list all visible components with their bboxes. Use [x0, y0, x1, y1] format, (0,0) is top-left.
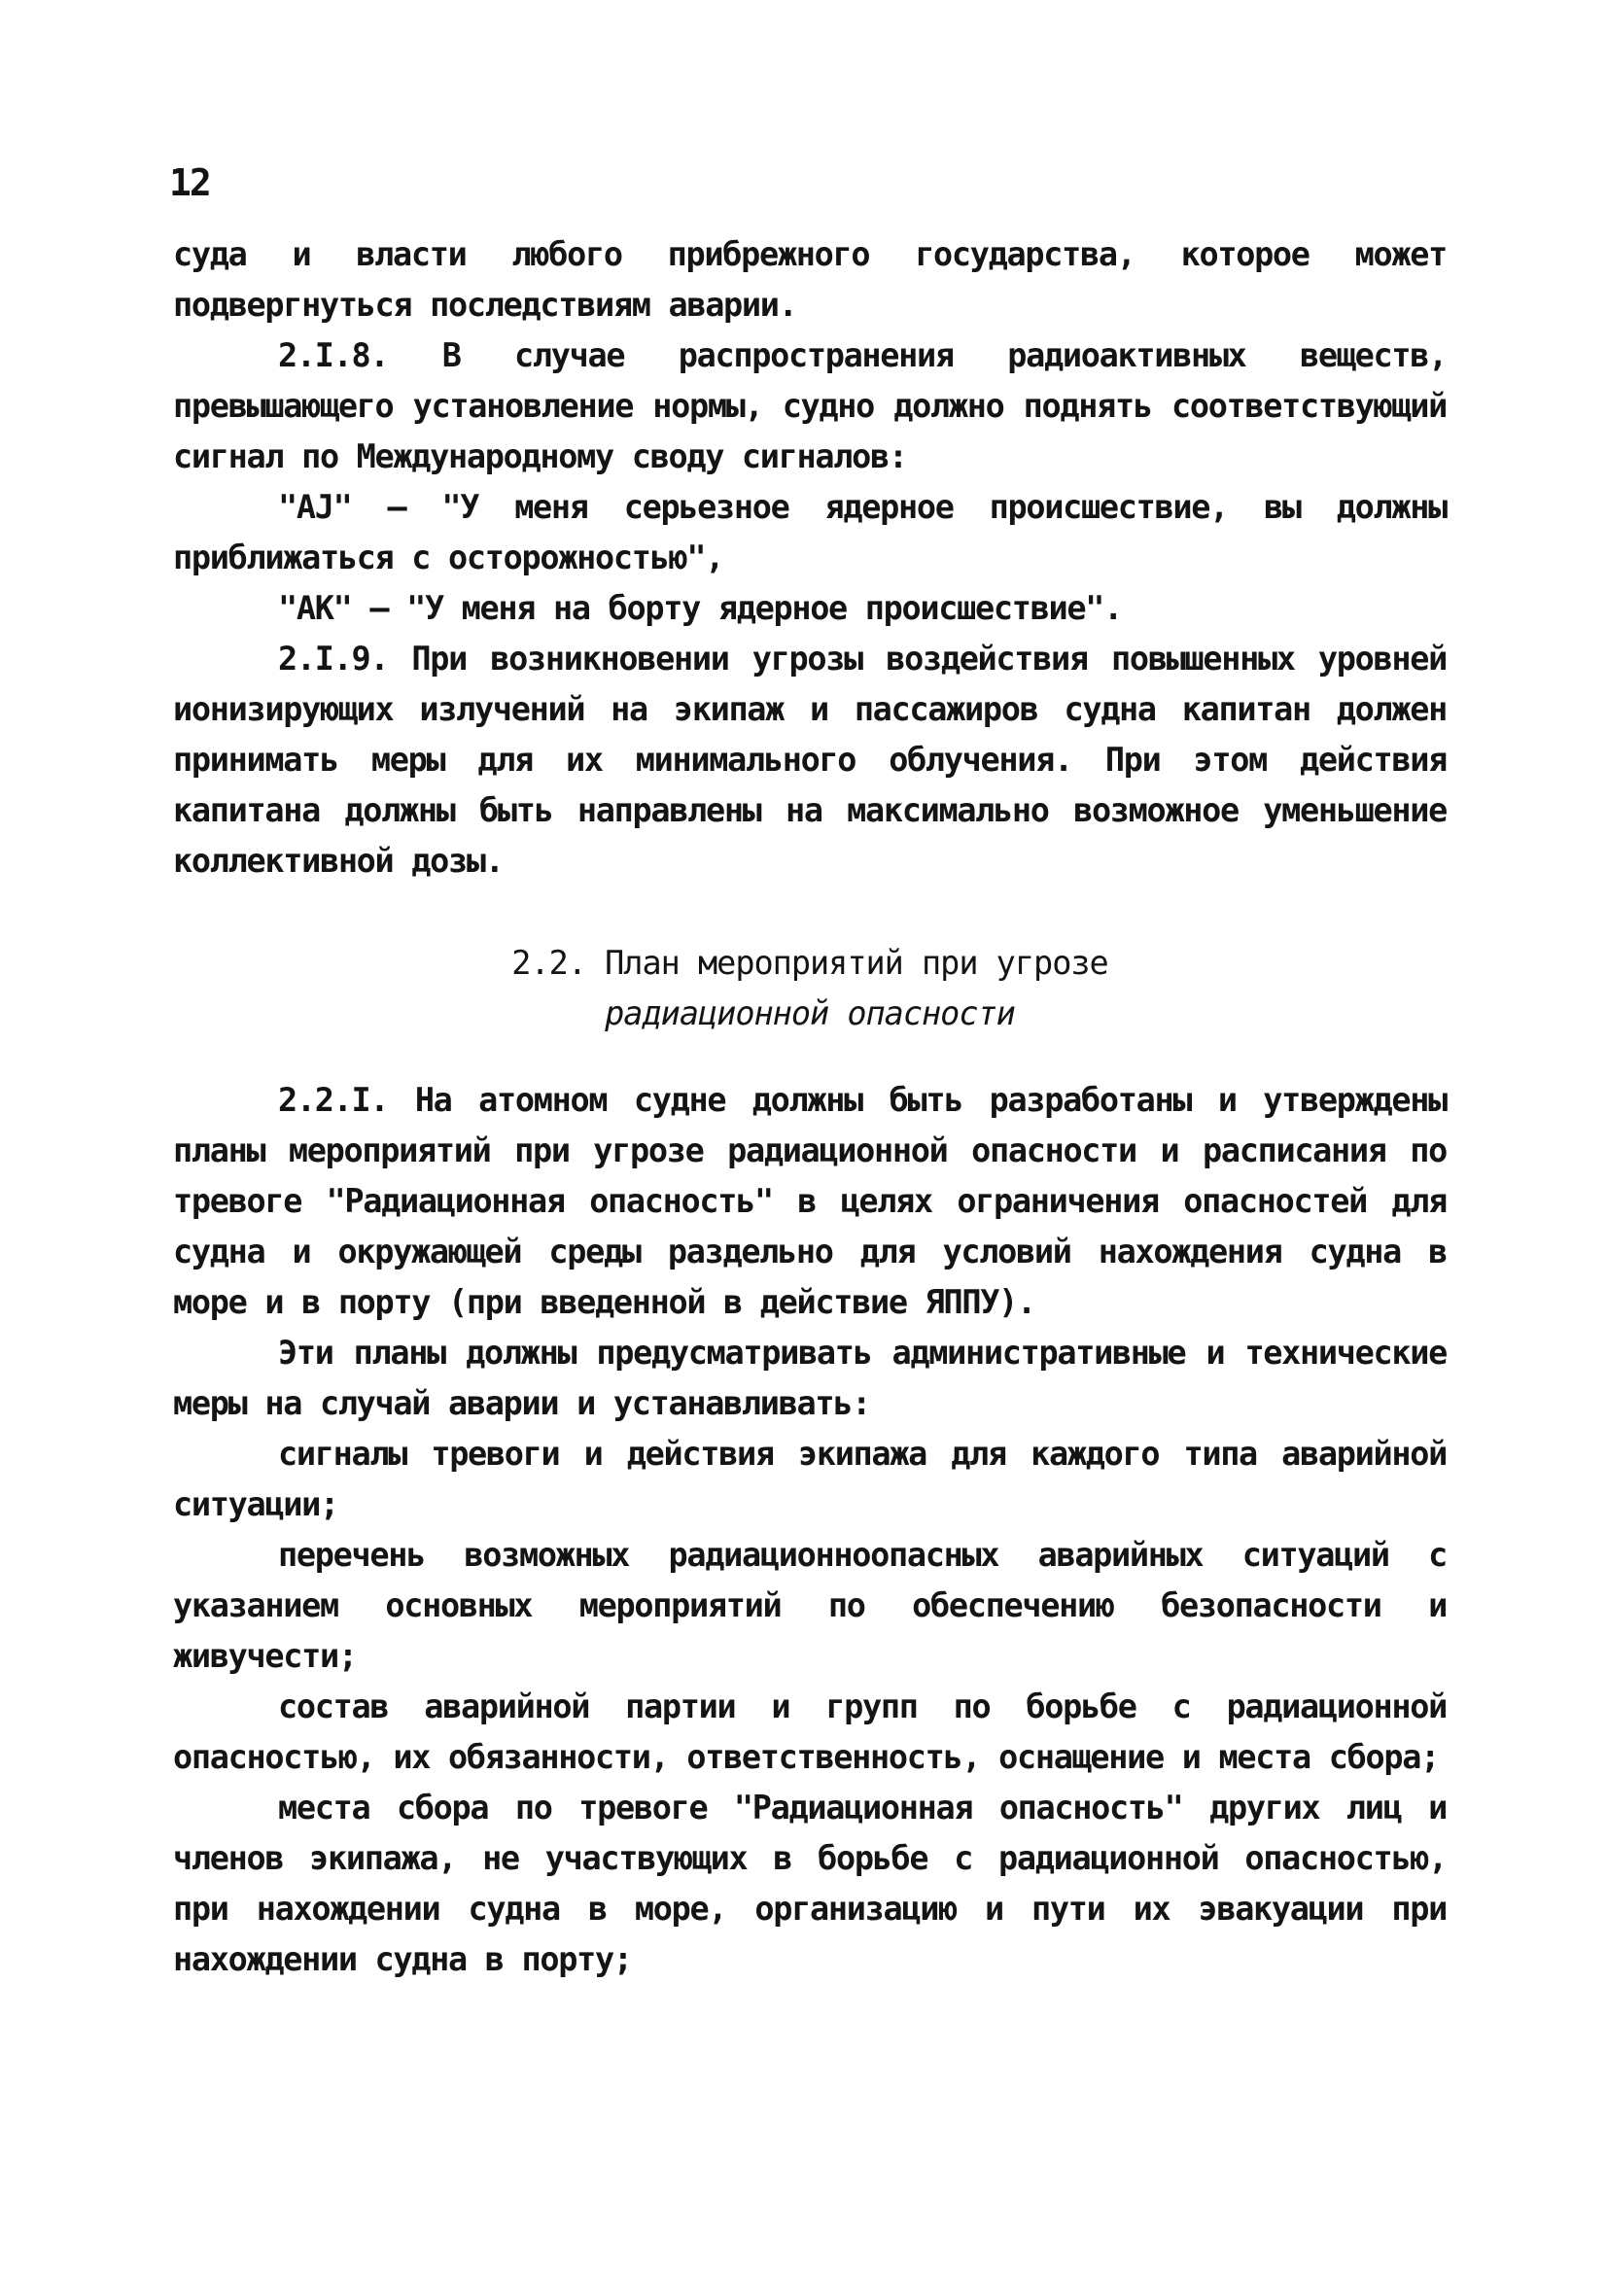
page-number: 12 — [169, 161, 210, 204]
heading-line-2: радиационной опасности — [605, 994, 1015, 1032]
list-item-situations: перечень возможных радиационноопасных аварийных ситуаций с указанием основных мероприятий по обеспечению безопасности и живучести; — [173, 1536, 1447, 1675]
heading-line-1: 2.2. План мероприятий при угрозе — [511, 944, 1108, 982]
paragraph-2-1-8: 2.I.8. В случае распространения радиоактивных веществ, превышающего установление нормы, судно должно поднять соответствующий сигнал по Международному своду сигналов: — [173, 336, 1447, 475]
signal-aj: "AJ" – "У меня серьезное ядерное происшествие, вы должны приближаться с осторожностью", — [173, 488, 1447, 576]
list-item-signals: сигналы тревоги и действия экипажа для каждого типа аварийной ситуации; — [173, 1435, 1447, 1523]
paragraph-plans: Эти планы должны предусматривать административные и технические меры на случай аварии и устанавливать: — [173, 1334, 1447, 1422]
paragraph: суда и власти любого прибрежного государства, которое может подвергнуться последствиям аварии. — [173, 235, 1447, 324]
paragraph-2-1-9: 2.I.9. При возникновении угрозы воздействия повышенных уровней ионизирующих излучений на экипаж и пассажиров судна капитан должен принимать меры для их минимального облучения. При этом действия капитана должны быть направлены на максимально возможное уменьшение коллективной дозы. — [173, 640, 1447, 880]
paragraph-2-2-1: 2.2.I. На атомном судне должны быть разработаны и утверждены планы мероприятий при угрозе радиационной опасности и расписания по тревоге "Радиационная опасность" в целях ограничения опасностей для судна и окружающей среды раздельно для условий нахождения судна в море и в порту (при введенной в действие ЯППУ). — [173, 1081, 1447, 1321]
text-section-a — [173, 229, 1447, 887]
list-item-party: состав аварийной партии и групп по борьбе с радиационной опасностью, их обязанности, ответственность, оснащение и места сбора; — [173, 1687, 1447, 1776]
text-section-b — [173, 1075, 1447, 1985]
signal-ak: "AK" – "У меня на борту ядерное происшествие". — [278, 589, 1122, 627]
list-item-assembly: места сбора по тревоге "Радиационная опасность" других лиц и членов экипажа, не участвующих в борьбе с радиационной опасностью, при нахождении судна в море, организацию и пути их эвакуации при нахождении судна в порту; — [173, 1789, 1447, 1978]
section-heading — [173, 938, 1447, 1039]
